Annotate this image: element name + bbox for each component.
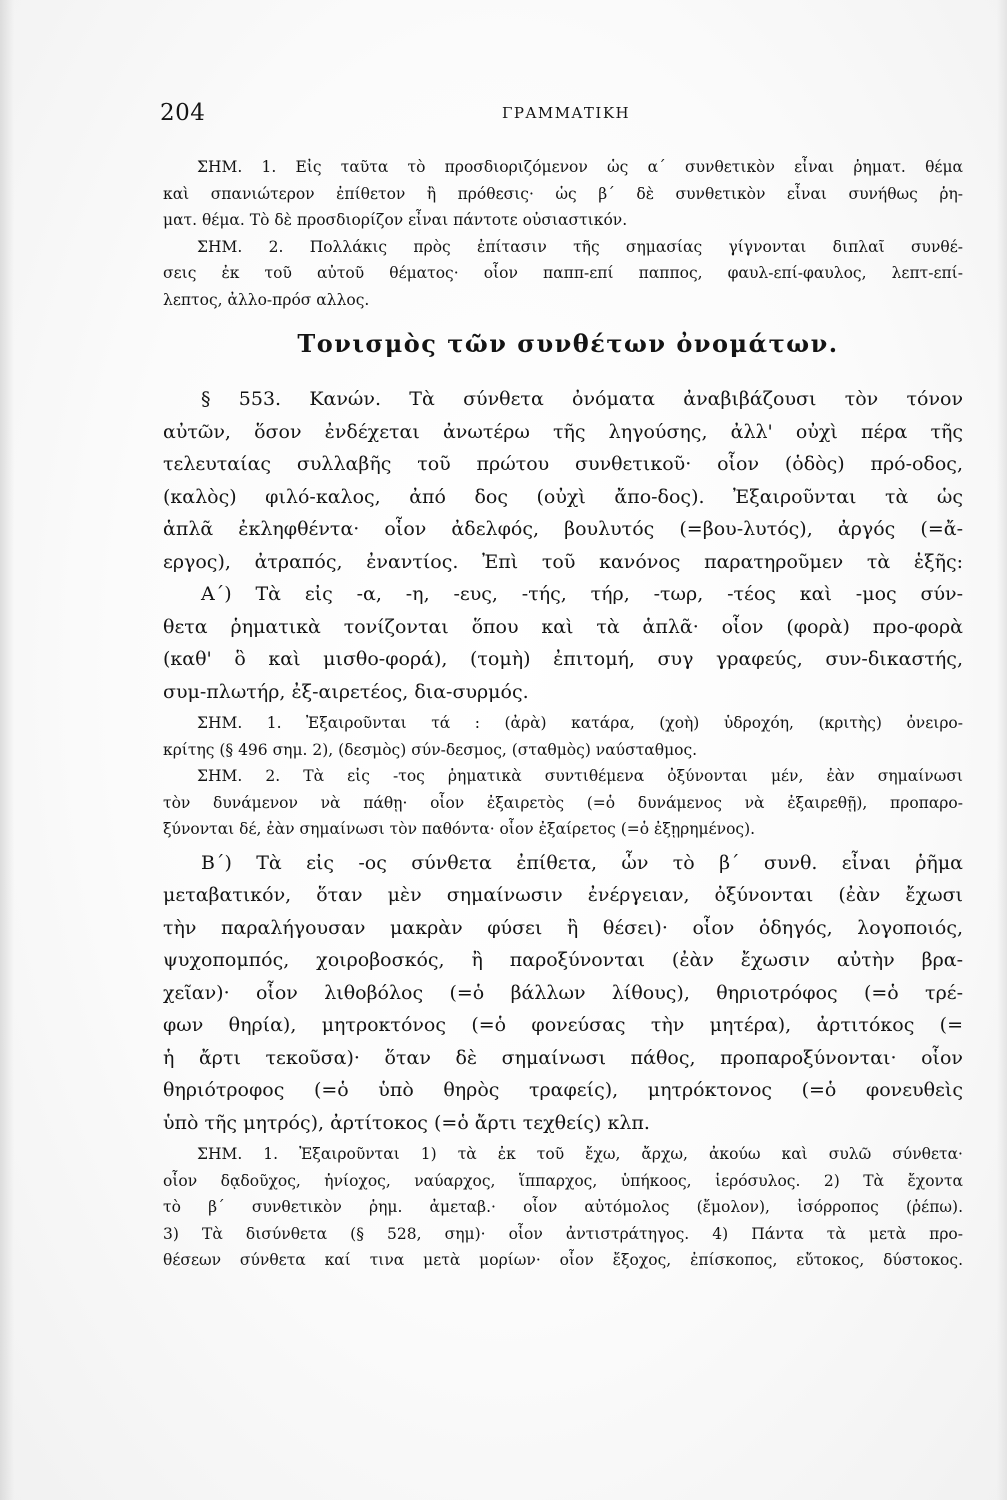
- text-line: ὑπὸ τῆς μητρός), ἀρτίτοκος (=ὁ ἄρτι τεχθείς) κλπ.: [163, 1111, 650, 1134]
- text-line: θέσεων σύνθετα καί τινα μετὰ μορίων· οἷον ἔξοχος, ἐπίσκοπος, εὔτοκος, δύστοκος.: [163, 1251, 963, 1269]
- text-line: ΣΗΜ. 1. Εἰς ταῦτα τὸ προσδιοριζόμενον ὡς α΄ συνθετικὸν εἶναι ῥηματ. θέμα: [197, 158, 963, 176]
- rule-b: [163, 847, 963, 1140]
- text-line: μεταβατικόν, ὅταν μὲν σημαίνωσιν ἐνέργειαν, ὀξύνονται (ἐὰν ἔχωσι: [163, 884, 963, 906]
- text-line: § 553. Κανών. Τὰ σύνθετα ὀνόματα ἀναβιβάζουσι τὸν τόνον: [201, 388, 963, 410]
- text-line: ΣΗΜ. 2. Τὰ εἰς -τος ῥηματικὰ συντιθέμενα ὀξύνονται μέν, ἐὰν σημαίνωσι: [197, 767, 963, 785]
- page-number: 204: [160, 100, 206, 126]
- notes-block-3: [163, 1141, 963, 1274]
- section-heading: Τονισμὸς τῶν συνθέτων ὀνομάτων.: [297, 329, 839, 358]
- text-line: ΣΗΜ. 2. Πολλάκις πρὸς ἐπίτασιν τῆς σημασίας γίγνονται διπλαῖ συνθέ-: [197, 237, 963, 256]
- text-line: (καλὸς) φιλό-καλος, ἀπό δος (οὐχὶ ἄπο-δος). Ἐξαιροῦνται τὰ ὡς: [163, 485, 963, 508]
- text-line: συμ-πλωτήρ, ἐξ-αιρετέος, δια-συρμός.: [163, 680, 529, 703]
- text-line: οἷον δᾳδοῦχος, ἡνίοχος, ναύαρχος, ἵππαρχος, ὑπήκοος, ἱερόσυλος. 2) Τὰ ἔχοντα: [163, 1171, 963, 1190]
- text-line: τὸν δυνάμενον νὰ πάθῃ· οἷον ἐξαιρετὸς (=ὁ δυνάμενος νὰ ἐξαιρεθῇ), προπαρο-: [163, 793, 963, 812]
- text-line: ΣΗΜ. 1. Ἐξαιροῦνται 1) τὰ ἐκ τοῦ ἔχω, ἄρχω, ἀκούω καὶ συλῶ σύνθετα·: [197, 1145, 963, 1163]
- text-line: λεπτος, ἀλλο-πρόσ αλλος.: [163, 290, 370, 309]
- text-line: θηριότροφος (=ὁ ὑπὸ θηρὸς τραφείς), μητρόκτονος (=ὁ φονευθεὶς: [163, 1079, 963, 1101]
- text-line: αὐτῶν, ὅσον ἐνδέχεται ἀνωτέρω τῆς ληγούσης, ἀλλ' οὐχὶ πέρα τῆς: [163, 420, 963, 443]
- text-line: Α΄) Τὰ εἰς -α, -η, -ευς, -τής, τήρ, -τωρ, -τέος καὶ -μος σύν-: [201, 583, 963, 605]
- text-line: φων θηρία), μητροκτόνος (=ὁ φονεύσας τὴν μητέρα), ἀρτιτόκος (=: [163, 1014, 963, 1036]
- text-line: θετα ῥηματικὰ τονίζονται ὅπου καὶ τὰ ἁπλᾶ· οἷον (φορὰ) προ-φορὰ: [163, 615, 963, 638]
- running-title: ΓΡΑΜΜΑΤΙΚΗ: [502, 104, 631, 122]
- rule-553: [163, 383, 963, 708]
- text-line: ματ. θέμα. Τὸ δὲ προσδιορίζον εἶναι πάντοτε οὐσιαστικόν.: [163, 211, 628, 229]
- text-line: τὴν παραλήγουσαν μακρὰν φύσει ἢ θέσει)· οἷον ὁδηγός, λογοποιός,: [163, 916, 963, 939]
- text-line: τελευταίας συλλαβῆς τοῦ πρώτου συνθετικοῦ· οἷον (ὁδὸς) πρό-οδος,: [163, 453, 963, 475]
- text-line: σεις ἐκ τοῦ αὐτοῦ θέματος· οἷον παππ-επί παππος, φαυλ-επί-φαυλος, λεπτ-επί-: [163, 264, 963, 282]
- page-edge-shadow-right: [997, 0, 1007, 1500]
- text-line: ψυχοπομπός, χοιροβοσκός, ἢ παροξύνονται (ἐὰν ἔχωσιν αὐτὴν βρα-: [163, 949, 963, 971]
- text-line: ἁπλᾶ ἐκληφθέντα· οἷον ἀδελφός, βουλυτός (=βου-λυτός), ἀργός (=ἄ-: [163, 518, 963, 540]
- notes-block-2: [163, 710, 963, 843]
- text-line: Β΄) Τὰ εἰς -ος σύνθετα ἐπίθετα, ὧν τὸ β΄ συνθ. εἶναι ῥῆμα: [201, 851, 963, 874]
- text-line: εργος), ἀτραπός, ἐναντίος. Ἐπὶ τοῦ κανόνος παρατηροῦμεν τὰ ἑξῆς:: [163, 550, 963, 573]
- notes-block-1: [163, 154, 963, 313]
- text-line: χεῖαν)· οἷον λιθοβόλος (=ὁ βάλλων λίθους), θηριοτρόφος (=ὁ τρέ-: [163, 981, 963, 1004]
- page-header: [160, 100, 960, 134]
- text-line: (καθ' ὃ καὶ μισθο-φορά), (τομὴ) ἐπιτομή, συγ γραφεύς, συν-δικαστής,: [163, 648, 963, 670]
- text-line: 3) Τὰ δισύνθετα (§ 528, σημ)· οἷον ἀντιστράτηγος. 4) Πάντα τὰ μετὰ προ-: [163, 1224, 963, 1243]
- page-body: [163, 154, 963, 1274]
- text-line: ξύνονται δέ, ἐὰν σημαίνωσι τὸν παθόντα· οἷον ἐξαίρετος (=ὁ ἐξῃρημένος).: [163, 820, 756, 838]
- text-line: καὶ σπανιώτερον ἐπίθετον ἢ πρόθεσις· ὡς β΄ δὲ συνθετικὸν εἶναι συνήθως ῥη-: [163, 184, 963, 203]
- text-line: κρίτης (§ 496 σημ. 2), (δεσμὸς) σύν-δεσμος, (σταθμὸς) ναύσταθμος.: [163, 740, 698, 759]
- text-line: ἡ ἄρτι τεκοῦσα)· ὅταν δὲ σημαίνωσι πάθος, προπαροξύνονται· οἷον: [163, 1046, 963, 1069]
- text-line: ΣΗΜ. 1. Ἐξαιροῦνται τά : (ἀρὰ) κατάρα, (χοὴ) ὑδροχόη, (κριτὴς) ὀνειρο-: [197, 714, 963, 732]
- text-line: τὸ β΄ συνθετικὸν ῥημ. ἀμεταβ.· οἷον αὐτόμολος (ἔμολον), ἰσόρροπος (ῥέπω).: [163, 1198, 963, 1216]
- page-edge-shadow-left: [0, 0, 14, 1500]
